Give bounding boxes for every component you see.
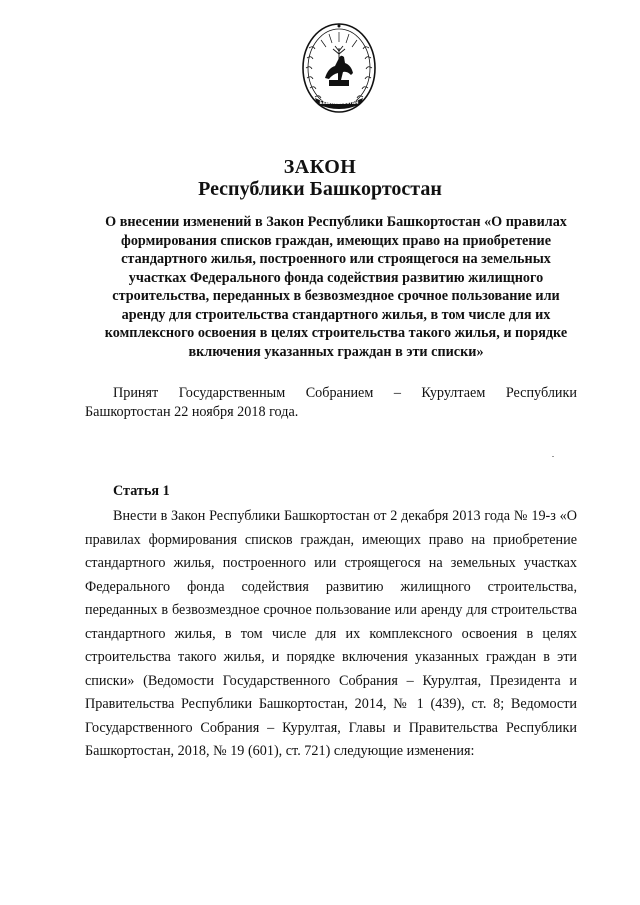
- coat-of-arms-icon: [299, 18, 379, 126]
- article-heading: Статья 1: [113, 483, 170, 499]
- scan-speck: [552, 456, 554, 457]
- svg-text:БАШКОРТОСТАН: БАШКОРТОСТАН: [319, 100, 359, 105]
- law-title: ЗАКОН: [283, 156, 357, 178]
- law-republic-title: Республики Башкортостан: [198, 178, 442, 200]
- article-text: Внести в Закон Республики Башкортостан от 2 декабря 2013 года № 19-з «О правилах формирования списков граждан, имеющих право на приобретение стандартного жилья, построенного или строящегося на земельных участках Федерального фонда содействия развитию жилищного строительства, переданных в безвозмездное срочное пользование или аренду для строительства стандартного жилья, в том числе для их комплексного освоения в целях строительства такого жилья, и порядке включения указанных граждан в эти списки» (Ведомости Государственного Собрания – Курултая, Президента и Правительства Республики Башкортостан, 2014, № 1 (439), ст. 8; Ведомости Государственного Собрания – Курултая, Главы и Правительства Республики Башкортостан, 2018, № 19 (601), ст. 721) следующие изменения:: [85, 508, 577, 759]
- law-subtitle: О внесении изменений в Закон Республики Башкортостан «О правилах формирования списков граждан, имеющих право на приобретение стандартного жилья, построенного или строящегося на земельных участках Федерального фонда содействия развитию жилищного строительства, переданных в безвозмездное срочное пользование или аренду для строительства стандартного жилья, в том числе для их комплексного освоения в целях строительства такого жилья, и порядке включения указанных граждан в эти списки»: [104, 214, 568, 360]
- adoption-note: Принят Государственным Собранием – Курултаем Республики Башкортостан 22 ноября 2018 года.: [85, 385, 577, 420]
